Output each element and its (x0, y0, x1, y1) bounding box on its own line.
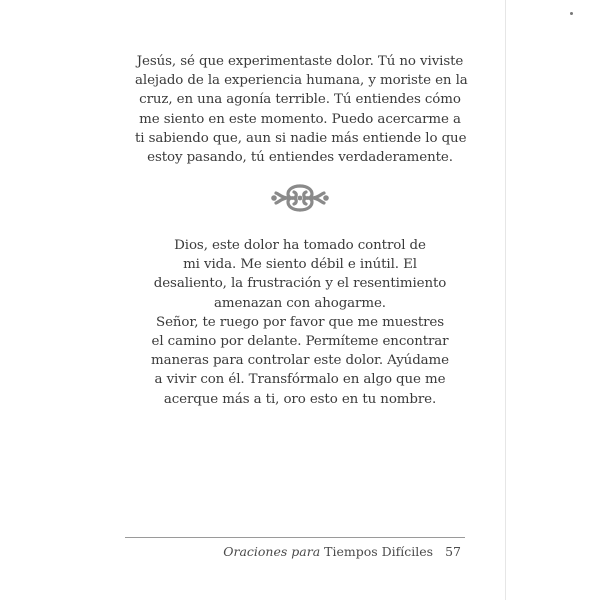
footer-title: Tiempos Difíciles (324, 544, 434, 559)
text-line: a vivir con él. Transfórmalo en algo que me (154, 372, 446, 388)
page-number: 57 (445, 544, 461, 559)
text-line: alejado de la experiencia humana, y moriste en la (135, 73, 468, 89)
text-line: acerque más a ti, oro esto en tu nombre. (163, 391, 437, 407)
text-line: amenazan con ahogarme. (214, 295, 386, 311)
text-line: cruz, en una agonía terrible. Tú entiendes cómo (139, 92, 461, 108)
footer-series: Oraciones para (223, 544, 321, 559)
text-line: maneras para controlar este dolor. Ayúdame (151, 353, 449, 369)
text-line: ti sabiendo que, aun si nadie más entiende lo que (135, 130, 467, 146)
text-line: Dios, este dolor ha tomado control de (174, 238, 426, 253)
text-line: desaliento, la frustración y el resentimiento (153, 276, 447, 292)
text-line: Señor, te ruego por favor que me muestres (156, 314, 444, 330)
text-line: Jesús, sé que experimentaste dolor. Tú no viviste (136, 54, 464, 69)
running-footer (125, 544, 461, 559)
prayer-paragraph-1 (135, 52, 468, 167)
text-line: mi vida. Me siento débil e inútil. El (183, 257, 417, 273)
scroll-ornament-icon (270, 180, 330, 216)
book-page (95, 0, 506, 600)
text-line: el camino por delante. Permíteme encontrar (151, 334, 449, 350)
prayer-paragraph-2 (135, 236, 465, 409)
text-line: estoy pasando, tú entiendes verdaderamente. (147, 150, 453, 166)
speck-mark (570, 12, 573, 15)
text-line: me siento en este momento. Puedo acercarme a (139, 111, 461, 127)
footer-rule (125, 537, 465, 538)
